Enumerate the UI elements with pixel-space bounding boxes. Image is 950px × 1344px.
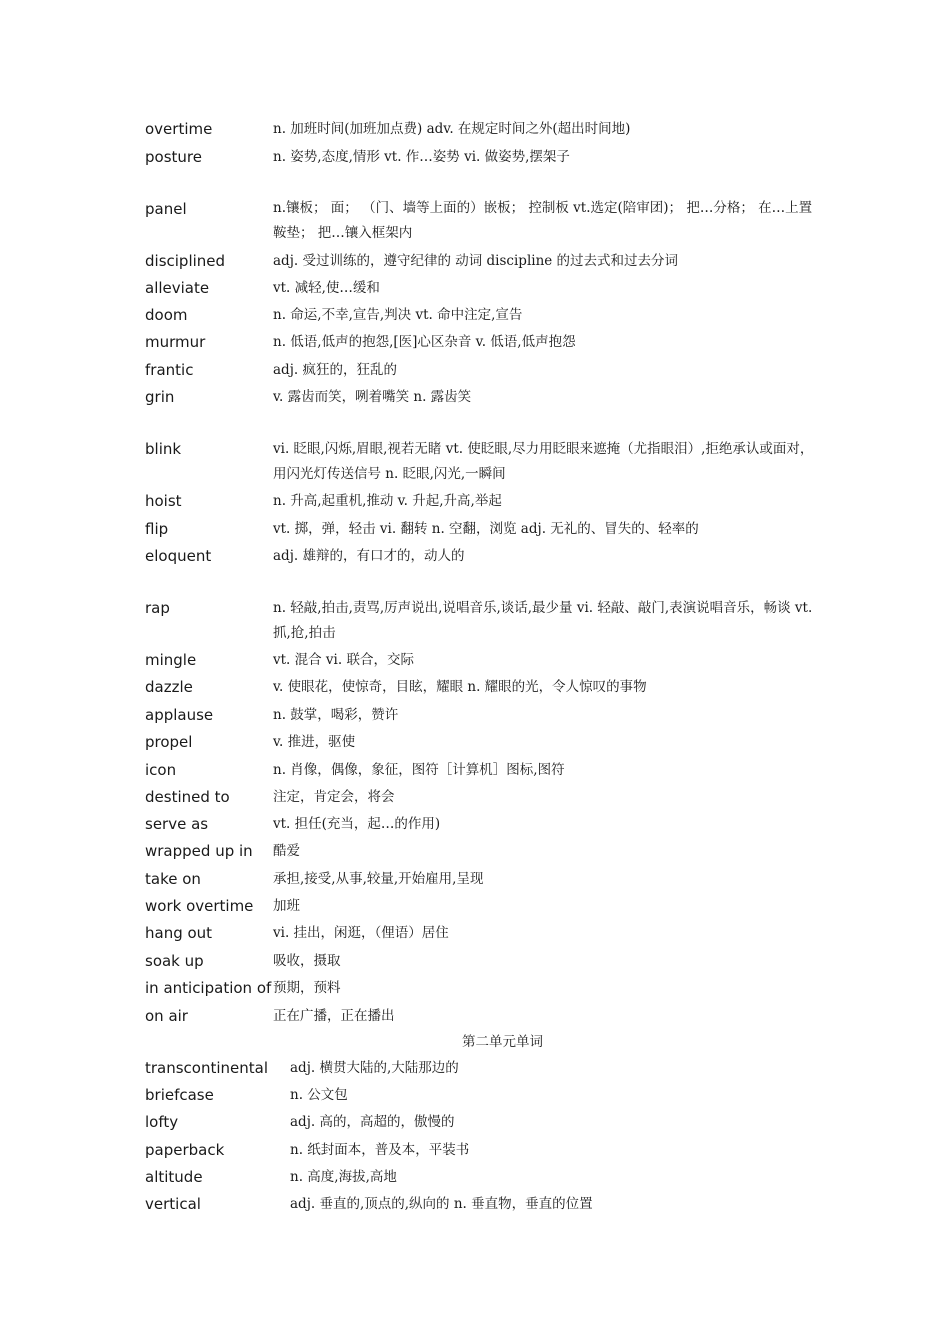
vocab-definition: v. 露齿而笑，咧着嘴笑 n. 露齿笑 (273, 389, 472, 405)
vocab-word: rap (145, 599, 170, 617)
vocab-definition: 吸收，摄取 (273, 953, 341, 969)
vocab-word: posture (145, 148, 202, 166)
unit-title: 第二单元单词 (462, 1034, 543, 1050)
vocab-word: panel (145, 200, 187, 218)
vocab-definition: vt. 减轻,使…缓和 (273, 280, 380, 296)
vocab-definition: n. 肖像，偶像，象征，图符［计算机］图标,图符 (273, 762, 565, 778)
vocab-word: briefcase (145, 1086, 214, 1104)
vocab-definition: vi. 眨眼,闪烁,眉眼,视若无睹 vt. 使眨眼,尽力用眨眼来遮掩（尤指眼泪）,拒绝承认或面对，用闪光灯传送信号 n. 眨眼,闪光,一瞬间 (273, 441, 814, 482)
vocab-word: soak up (145, 952, 204, 970)
vocab-definition: vi. 挂出，闲逛，（俚语）居住 (273, 925, 449, 941)
vocab-definition: n. 鼓掌，喝彩，赞许 (273, 707, 399, 723)
vocab-definition: 注定，肯定会，将会 (273, 789, 395, 805)
vocab-definition: n. 升高,起重机,推动 v. 升起,升高,举起 (273, 493, 502, 509)
vocab-definition: adj. 受过训练的，遵守纪律的 动词 discipline 的过去式和过去分词 (273, 253, 679, 269)
vocab-definition: vt. 混合 vi. 联合，交际 (273, 652, 414, 668)
vocab-definition: 正在广播，正在播出 (273, 1008, 395, 1024)
vocab-word: altitude (145, 1168, 203, 1186)
vocab-word: eloquent (145, 547, 212, 565)
vocab-word: dazzle (145, 678, 193, 696)
vocab-definition: 酷爱 (273, 843, 300, 859)
vocab-word: wrapped up in (145, 842, 253, 860)
vocab-word: applause (145, 706, 214, 724)
vocab-definition: n. 加班时间(加班加点费) adv. 在规定时间之外(超出时间地) (273, 121, 631, 137)
vocab-word: serve as (145, 815, 209, 833)
vocab-word: lofty (145, 1113, 179, 1131)
vocab-definition: adj. 高的，高超的，傲慢的 (290, 1114, 455, 1130)
vocab-definition: n. 轻敲,拍击,责骂,厉声说出,说唱音乐,谈话,最少量 vi. 轻敲、敲门,表演说唱音乐，畅谈 vt.抓,抢,拍击 (273, 600, 813, 641)
vocab-word: overtime (145, 120, 213, 138)
vocab-definition: n. 姿势,态度,情形 vt. 作…姿势 vi. 做姿势,摆架子 (273, 149, 570, 165)
vocab-definition: n. 高度,海拔,高地 (290, 1169, 397, 1185)
vocab-word: doom (145, 306, 188, 324)
vocab-definition: adj. 垂直的,顶点的,纵向的 n. 垂直物，垂直的位置 (290, 1196, 593, 1212)
vocab-word: take on (145, 870, 201, 888)
vocab-word: vertical (145, 1195, 201, 1213)
vocab-definition: n.镶板； 面； （门、墙等上面的）嵌板； 控制板 vt.选定(陪审团)； 把…分格； 在…上置鞍垫； 把…镶入框架内 (273, 200, 813, 241)
vocab-word: in anticipation of (145, 979, 272, 997)
vocab-definition: n. 纸封面本，普及本，平装书 (290, 1142, 470, 1158)
vocab-definition: n. 公文包 (290, 1087, 348, 1103)
vocab-definition: n. 低语,低声的抱怨,[医]心区杂音 v. 低语,低声抱怨 (273, 334, 576, 350)
vocab-word: transcontinental (145, 1059, 269, 1077)
vocab-definition: 加班 (273, 898, 300, 914)
vocab-definition: vt. 掷，弹，轻击 vi. 翻转 n. 空翻，浏览 adj. 无礼的、冒失的、轻率的 (273, 521, 699, 537)
vocab-word: blink (145, 440, 182, 458)
vocab-definition: v. 推进，驱使 (273, 734, 356, 750)
vocab-definition: v. 使眼花，使惊奇，目眩，耀眼 n. 耀眼的光，令人惊叹的事物 (273, 679, 647, 695)
vocab-word: frantic (145, 361, 194, 379)
vocab-word: propel (145, 733, 193, 751)
vocab-word: alleviate (145, 279, 210, 297)
vocab-word: grin (145, 388, 175, 406)
vocab-word: destined to (145, 788, 230, 806)
vocab-word: paperback (145, 1141, 225, 1159)
vocab-word: hoist (145, 492, 182, 510)
vocab-word: on air (145, 1007, 188, 1025)
vocab-word: mingle (145, 651, 197, 669)
vocab-word: murmur (145, 333, 206, 351)
vocab-word: work overtime (145, 897, 254, 915)
vocab-definition: adj. 雄辩的，有口才的，动人的 (273, 548, 465, 564)
vocab-definition: adj. 横贯大陆的,大陆那边的 (290, 1060, 459, 1076)
vocab-word: flip (145, 520, 169, 538)
vocab-definition: 预期，预料 (273, 980, 341, 996)
vocab-word: disciplined (145, 252, 226, 270)
vocab-definition: vt. 担任(充当，起…的作用) (273, 816, 441, 832)
vocab-definition: n. 命运,不幸,宣告,判决 vt. 命中注定,宣告 (273, 307, 523, 323)
vocab-definition: adj. 疯狂的，狂乱的 (273, 362, 397, 378)
vocab-definition: 承担,接受,从事,较量,开始雇用,呈现 (273, 871, 484, 887)
vocab-word: icon (145, 761, 177, 779)
vocab-word: hang out (145, 924, 213, 942)
